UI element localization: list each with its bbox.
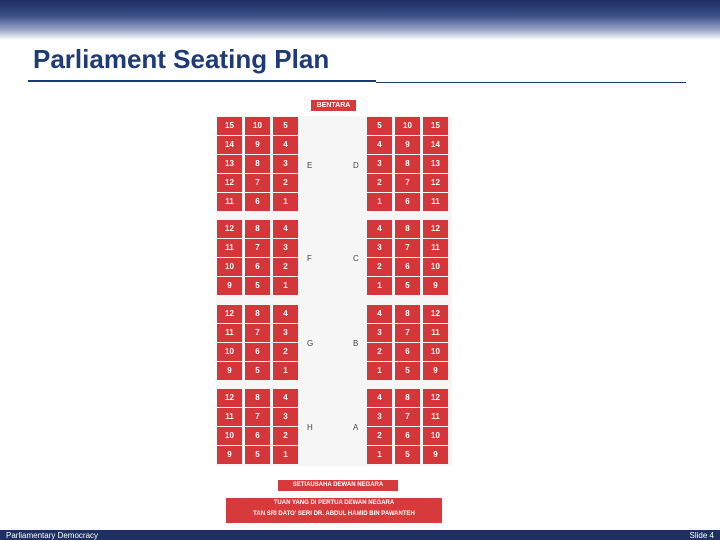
- president-box: [226, 498, 442, 523]
- seat-e-10: 10: [245, 117, 270, 135]
- seat-h-11: 11: [217, 408, 242, 426]
- seat-b-9: 9: [423, 362, 448, 380]
- seat-c-7: 7: [395, 239, 420, 257]
- seat-e-6: 6: [245, 193, 270, 211]
- seat-f-5: 5: [245, 277, 270, 295]
- seat-e-14: 14: [217, 136, 242, 154]
- seat-b-3: 3: [367, 324, 392, 342]
- seat-e-5: 5: [273, 117, 298, 135]
- seat-g-2: 2: [273, 343, 298, 361]
- seat-a-9: 9: [423, 446, 448, 464]
- seat-block-e: [217, 117, 298, 211]
- seat-c-10: 10: [423, 258, 448, 276]
- seat-a-2: 2: [367, 427, 392, 445]
- seat-d-11: 11: [423, 193, 448, 211]
- block-label-d: D: [353, 161, 359, 170]
- seat-a-8: 8: [395, 389, 420, 407]
- seat-e-11: 11: [217, 193, 242, 211]
- seat-b-8: 8: [395, 305, 420, 323]
- seat-h-6: 6: [245, 427, 270, 445]
- seat-d-9: 9: [395, 136, 420, 154]
- seat-g-8: 8: [245, 305, 270, 323]
- seat-a-10: 10: [423, 427, 448, 445]
- seat-g-5: 5: [245, 362, 270, 380]
- bentara-label: BENTARA: [311, 100, 356, 111]
- seat-f-7: 7: [245, 239, 270, 257]
- seat-d-12: 12: [423, 174, 448, 192]
- seat-h-8: 8: [245, 389, 270, 407]
- seat-d-3: 3: [367, 155, 392, 173]
- seat-h-12: 12: [217, 389, 242, 407]
- seat-g-6: 6: [245, 343, 270, 361]
- seat-e-1: 1: [273, 193, 298, 211]
- seat-h-7: 7: [245, 408, 270, 426]
- secretary-label: SETIAUSAHA DEWAN NEGARA: [278, 480, 398, 491]
- seat-d-8: 8: [395, 155, 420, 173]
- block-label-b: B: [353, 339, 359, 348]
- seat-a-1: 1: [367, 446, 392, 464]
- seat-c-3: 3: [367, 239, 392, 257]
- seat-g-9: 9: [217, 362, 242, 380]
- seat-b-12: 12: [423, 305, 448, 323]
- seat-a-6: 6: [395, 427, 420, 445]
- title-gradient-band: [0, 0, 720, 40]
- seat-c-8: 8: [395, 220, 420, 238]
- seat-g-12: 12: [217, 305, 242, 323]
- seat-g-4: 4: [273, 305, 298, 323]
- seat-e-4: 4: [273, 136, 298, 154]
- seat-block-b: [367, 305, 448, 380]
- seat-a-4: 4: [367, 389, 392, 407]
- seat-c-9: 9: [423, 277, 448, 295]
- seat-a-7: 7: [395, 408, 420, 426]
- seat-b-2: 2: [367, 343, 392, 361]
- seat-a-11: 11: [423, 408, 448, 426]
- seat-a-5: 5: [395, 446, 420, 464]
- seat-e-13: 13: [217, 155, 242, 173]
- seat-g-3: 3: [273, 324, 298, 342]
- seat-e-7: 7: [245, 174, 270, 192]
- seat-h-5: 5: [245, 446, 270, 464]
- seat-f-12: 12: [217, 220, 242, 238]
- seat-c-12: 12: [423, 220, 448, 238]
- seat-block-a: [367, 389, 448, 464]
- president-line-1: TUAN YANG DI PERTUA DEWAN NEGARA: [273, 500, 395, 506]
- seat-f-4: 4: [273, 220, 298, 238]
- seat-block-f: [217, 220, 298, 295]
- block-label-f: F: [307, 254, 312, 263]
- seat-f-1: 1: [273, 277, 298, 295]
- seat-f-10: 10: [217, 258, 242, 276]
- seat-h-3: 3: [273, 408, 298, 426]
- title-rule-right: [376, 82, 686, 83]
- seat-e-3: 3: [273, 155, 298, 173]
- seat-d-5: 5: [367, 117, 392, 135]
- seat-b-7: 7: [395, 324, 420, 342]
- seat-a-12: 12: [423, 389, 448, 407]
- seat-h-2: 2: [273, 427, 298, 445]
- seat-b-11: 11: [423, 324, 448, 342]
- seat-d-15: 15: [423, 117, 448, 135]
- seat-f-6: 6: [245, 258, 270, 276]
- seat-block-h: [217, 389, 298, 464]
- seat-e-15: 15: [217, 117, 242, 135]
- seat-d-7: 7: [395, 174, 420, 192]
- slide-number: Slide 4: [689, 531, 714, 540]
- seat-f-9: 9: [217, 277, 242, 295]
- seat-f-3: 3: [273, 239, 298, 257]
- seat-h-9: 9: [217, 446, 242, 464]
- block-label-g: G: [307, 339, 314, 348]
- seat-h-4: 4: [273, 389, 298, 407]
- seat-g-10: 10: [217, 343, 242, 361]
- president-line-2: TAN SRI DATO' SERI DR. ABDUL HAMID BIN PAWANTEH: [253, 511, 415, 517]
- seat-c-4: 4: [367, 220, 392, 238]
- seat-h-10: 10: [217, 427, 242, 445]
- seat-c-2: 2: [367, 258, 392, 276]
- seat-b-4: 4: [367, 305, 392, 323]
- slide-title: Parliament Seating Plan: [33, 44, 330, 74]
- seat-g-11: 11: [217, 324, 242, 342]
- seat-b-5: 5: [395, 362, 420, 380]
- seat-c-11: 11: [423, 239, 448, 257]
- seat-e-12: 12: [217, 174, 242, 192]
- block-label-a: A: [353, 423, 359, 432]
- seat-block-c: [367, 220, 448, 295]
- seat-b-1: 1: [367, 362, 392, 380]
- seat-a-3: 3: [367, 408, 392, 426]
- seat-d-2: 2: [367, 174, 392, 192]
- seat-h-1: 1: [273, 446, 298, 464]
- seat-e-8: 8: [245, 155, 270, 173]
- seat-f-8: 8: [245, 220, 270, 238]
- seat-block-d: [367, 117, 448, 211]
- seat-c-1: 1: [367, 277, 392, 295]
- seat-c-6: 6: [395, 258, 420, 276]
- seat-f-2: 2: [273, 258, 298, 276]
- block-label-h: H: [307, 423, 313, 432]
- footer-title: Parliamentary Democracy: [6, 531, 99, 540]
- seat-g-1: 1: [273, 362, 298, 380]
- seat-c-5: 5: [395, 277, 420, 295]
- seat-d-13: 13: [423, 155, 448, 173]
- block-label-e: E: [307, 161, 313, 170]
- seat-d-6: 6: [395, 193, 420, 211]
- seat-b-6: 6: [395, 343, 420, 361]
- seat-d-4: 4: [367, 136, 392, 154]
- seat-d-14: 14: [423, 136, 448, 154]
- footer-band: [0, 530, 720, 540]
- seat-d-1: 1: [367, 193, 392, 211]
- block-label-c: C: [353, 254, 359, 263]
- seat-e-2: 2: [273, 174, 298, 192]
- seat-d-10: 10: [395, 117, 420, 135]
- seat-e-9: 9: [245, 136, 270, 154]
- seat-b-10: 10: [423, 343, 448, 361]
- seat-f-11: 11: [217, 239, 242, 257]
- seat-block-g: [217, 305, 298, 380]
- title-rule-left: [28, 80, 376, 82]
- seat-g-7: 7: [245, 324, 270, 342]
